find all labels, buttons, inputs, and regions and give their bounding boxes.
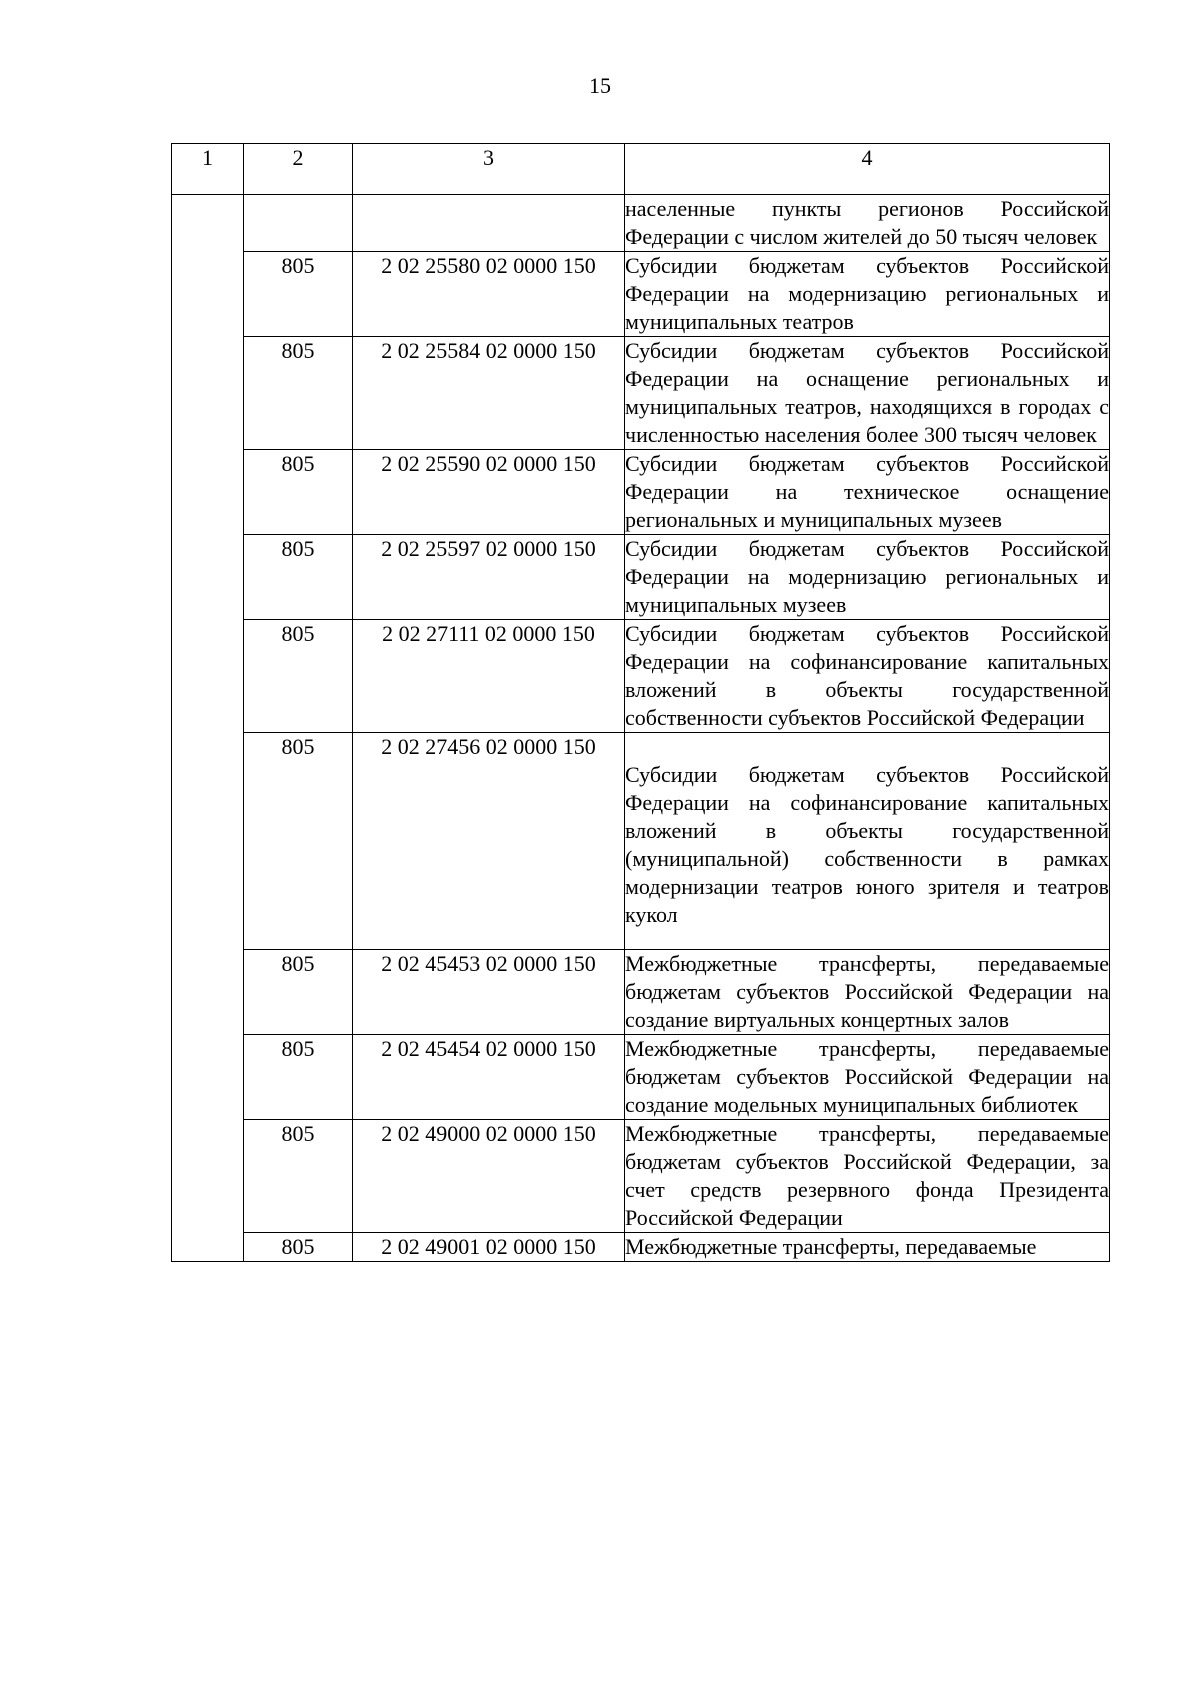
table-row [172, 620, 1110, 733]
table-row [172, 950, 1110, 1035]
column-1-cell [172, 195, 244, 1262]
budget-code-cell: 2 02 27456 02 0000 150 [353, 733, 625, 950]
description-cell: Межбюджетные трансферты, передаваемые бюджетам субъектов Российской Федерации на создание виртуальных концертных залов [625, 950, 1110, 1035]
table-row [172, 252, 1110, 337]
budget-code-cell [353, 195, 625, 252]
admin-code-cell: 805 [244, 950, 353, 1035]
table-row [172, 535, 1110, 620]
table-row [172, 1035, 1110, 1120]
admin-code-cell: 805 [244, 620, 353, 733]
admin-code-cell: 805 [244, 337, 353, 450]
description-cell: Субсидии бюджетам субъектов Российской Федерации на техническое оснащение региональных и муниципальных музеев [625, 450, 1110, 535]
page-number: 15 [589, 73, 611, 98]
description-cell: Субсидии бюджетам субъектов Российской Федерации на софинансирование капитальных вложений в объекты государственной собственности субъектов Российской Федерации [625, 620, 1110, 733]
table-row [172, 337, 1110, 450]
budget-code-cell: 2 02 25584 02 0000 150 [353, 337, 625, 450]
description-cell: Межбюджетные трансферты, передаваемые [625, 1233, 1110, 1262]
budget-code-cell: 2 02 45454 02 0000 150 [353, 1035, 625, 1120]
description-cell: Субсидии бюджетам субъектов Российской Федерации на софинансирование капитальных вложений в объекты государственной (муниципальной) собственности в рамках модернизации театров юного зрителя и театров кукол [625, 733, 1110, 950]
description-cell: Субсидии бюджетам субъектов Российской Федерации на оснащение региональных и муниципальных театров, находящихся в городах с численностью населения более 300 тысяч человек [625, 337, 1110, 450]
admin-code-cell: 805 [244, 1233, 353, 1262]
budget-code-cell: 2 02 49001 02 0000 150 [353, 1233, 625, 1262]
table-row-continuation [172, 195, 1110, 252]
budget-code-cell: 2 02 25597 02 0000 150 [353, 535, 625, 620]
admin-code-cell: 805 [244, 1120, 353, 1233]
description-cell: Субсидии бюджетам субъектов Российской Федерации на модернизацию региональных и муниципальных музеев [625, 535, 1110, 620]
admin-code-cell: 805 [244, 450, 353, 535]
column-header-1: 1 [172, 144, 244, 195]
table-row [172, 1233, 1110, 1262]
budget-code-cell: 2 02 25590 02 0000 150 [353, 450, 625, 535]
admin-code-cell: 805 [244, 1035, 353, 1120]
description-cell: Межбюджетные трансферты, передаваемые бюджетам субъектов Российской Федерации на создание модельных муниципальных библиотек [625, 1035, 1110, 1120]
description-cell: населенные пункты регионов Российской Федерации с числом жителей до 50 тысяч человек [625, 195, 1110, 252]
budget-classification-table [171, 143, 1110, 1262]
admin-code-cell: 805 [244, 535, 353, 620]
description-cell: Межбюджетные трансферты, передаваемые бюджетам субъектов Российской Федерации, за счет средств резервного фонда Президента Российской Федерации [625, 1120, 1110, 1233]
budget-code-cell: 2 02 27111 02 0000 150 [353, 620, 625, 733]
table-header-row [172, 144, 1110, 195]
budget-code-cell: 2 02 25580 02 0000 150 [353, 252, 625, 337]
column-header-2: 2 [244, 144, 353, 195]
budget-code-cell: 2 02 49000 02 0000 150 [353, 1120, 625, 1233]
table-row [172, 733, 1110, 950]
description-cell: Субсидии бюджетам субъектов Российской Федерации на модернизацию региональных и муниципальных театров [625, 252, 1110, 337]
admin-code-cell: 805 [244, 252, 353, 337]
column-header-3: 3 [353, 144, 625, 195]
column-header-4: 4 [625, 144, 1110, 195]
budget-code-cell: 2 02 45453 02 0000 150 [353, 950, 625, 1035]
admin-code-cell: 805 [244, 733, 353, 950]
table-row [172, 450, 1110, 535]
table-row [172, 1120, 1110, 1233]
admin-code-cell [244, 195, 353, 252]
